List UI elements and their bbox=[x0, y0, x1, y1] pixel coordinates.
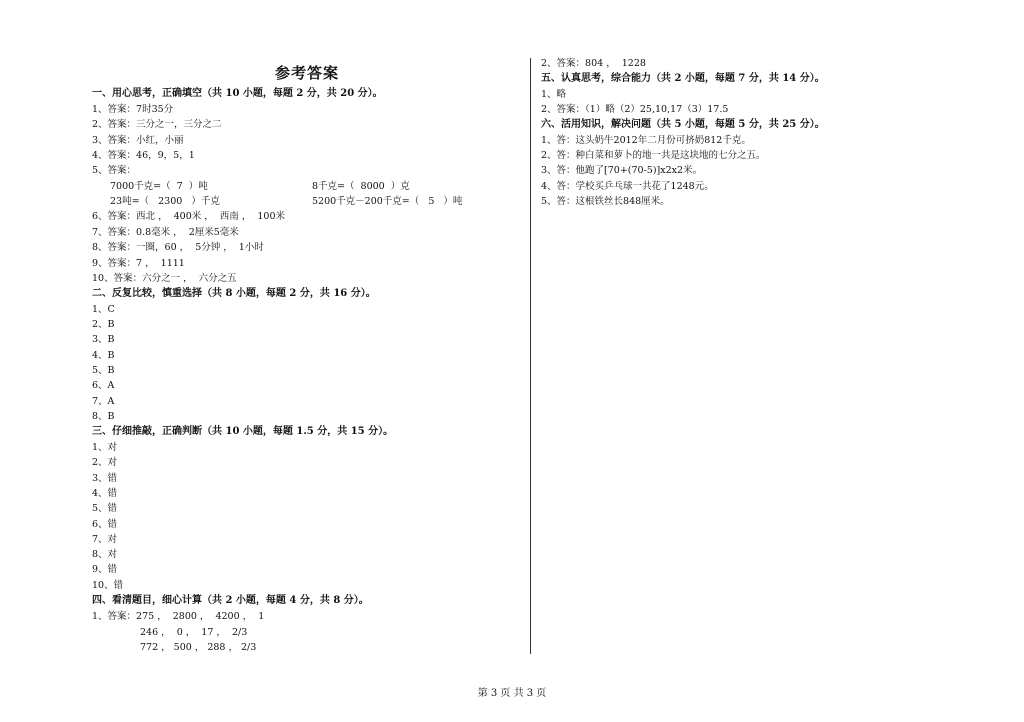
answer-line: 10、答案：六分之一 ， 六分之五 bbox=[92, 273, 237, 284]
answer-line: 5、B bbox=[92, 365, 115, 376]
answer-line: 2、答案：804 ， 1228 bbox=[541, 58, 646, 69]
answer-line: 2、对 bbox=[92, 457, 118, 468]
answer-line: 7、对 bbox=[92, 534, 118, 545]
answer-line: 1、略 bbox=[541, 89, 567, 100]
answer-line: 5、答：这根铁丝长848厘米。 bbox=[541, 196, 670, 207]
answer-line: 8、B bbox=[92, 411, 115, 422]
section-heading: 四、看清题目，细心计算（共 2 小题，每题 4 分，共 8 分）。 bbox=[92, 595, 369, 606]
answer-line: 6、A bbox=[92, 380, 115, 391]
answer-line: 2、答：种白菜和萝卜的地一共是这块地的七分之五。 bbox=[541, 150, 766, 161]
answer-line: 6、答案：西北 ， 400米 ， 西南 ， 100米 bbox=[92, 211, 285, 222]
answer-line: 2、答案：三分之一，三分之二 bbox=[92, 119, 222, 130]
section-heading: 三、仔细推敲，正确判断（共 10 小题，每题 1.5 分，共 15 分）。 bbox=[92, 426, 394, 437]
answer-line: 7、A bbox=[92, 396, 115, 407]
answer-line: 2、B bbox=[92, 319, 115, 330]
answer-line: 4、答案：46，9，5，1 bbox=[92, 150, 195, 161]
answer-line: 4、错 bbox=[92, 488, 118, 499]
section-heading: 一、用心思考，正确填空（共 10 小题，每题 2 分，共 20 分）。 bbox=[92, 88, 383, 99]
section-heading: 六、活用知识，解决问题（共 5 小题，每题 5 分，共 25 分）。 bbox=[541, 119, 825, 130]
answer-line: 8千克=（ 8000 ）克 bbox=[312, 181, 410, 192]
answer-line: 9、答案：7 ， 1111 bbox=[92, 258, 185, 269]
answer-line: 7、答案：0.8毫米 ， 2厘米5毫米 bbox=[92, 227, 239, 238]
column-divider bbox=[530, 58, 531, 654]
answer-line: 8、对 bbox=[92, 549, 118, 560]
answer-line: 3、B bbox=[92, 334, 115, 345]
answer-line: 2、答案：（1）略（2）25,10,17（3）17.5 bbox=[541, 104, 729, 115]
answer-line: 3、错 bbox=[92, 473, 118, 484]
answer-line: 1、答案：275 ， 2800 ， 4200 ， 1 bbox=[92, 611, 265, 622]
answer-line: 9、错 bbox=[92, 564, 118, 575]
answer-line: 8、答案：一圈，60 ， 5分钟 ， 1小时 bbox=[92, 242, 264, 253]
answer-line: 772 ， 500 ， 288 ， 2/3 bbox=[140, 642, 257, 653]
page-title: 参考答案 bbox=[274, 64, 339, 82]
answer-line: 4、B bbox=[92, 350, 115, 361]
answer-line: 1、答：这头奶牛2012年二月份可挤奶812千克。 bbox=[541, 135, 751, 146]
answer-line: 23吨=（ 2300 ）千克 bbox=[110, 196, 220, 207]
answer-line: 1、C bbox=[92, 304, 115, 315]
answer-line: 246 ， 0 ， 17 ， 2/3 bbox=[140, 627, 248, 638]
answer-line: 1、答案：7时35分 bbox=[92, 104, 174, 115]
answer-line: 10、错 bbox=[92, 580, 124, 591]
answer-line: 7000千克=（ 7 ）吨 bbox=[110, 181, 208, 192]
answer-line: 5200千克－200千克=（ 5 ）吨 bbox=[312, 196, 463, 207]
section-heading: 五、认真思考，综合能力（共 2 小题，每题 7 分，共 14 分）。 bbox=[541, 73, 825, 84]
page-footer: 第 3 页 共 3 页 bbox=[477, 688, 547, 699]
answer-line: 5、答案： bbox=[92, 165, 137, 176]
answer-line: 6、错 bbox=[92, 519, 118, 530]
answer-line: 3、答案：小红，小丽 bbox=[92, 135, 184, 146]
answer-line: 3、答：他跑了[70+(70-5)]x2x2米。 bbox=[541, 165, 703, 176]
answer-line: 5、错 bbox=[92, 503, 118, 514]
answer-line: 1、对 bbox=[92, 442, 118, 453]
answer-line: 4、答：学校买乒乓球一共花了1248元。 bbox=[541, 181, 714, 192]
section-heading: 二、反复比较，慎重选择（共 8 小题，每题 2 分，共 16 分）。 bbox=[92, 288, 376, 299]
